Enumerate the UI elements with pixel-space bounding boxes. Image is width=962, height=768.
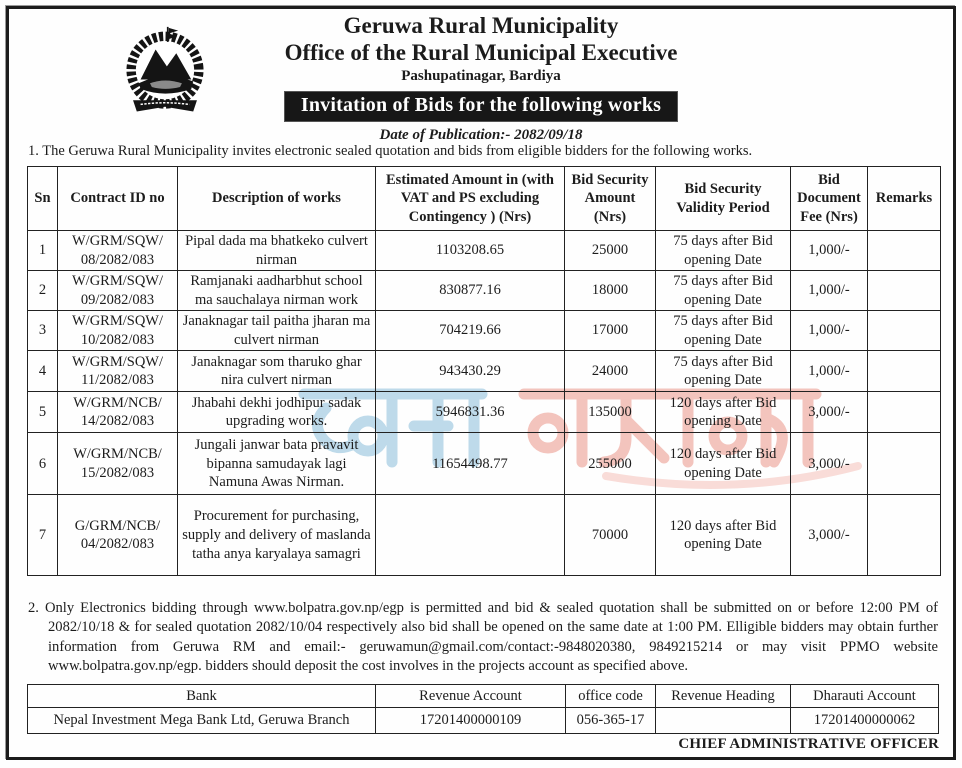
col-header-description: Description of works <box>178 167 376 231</box>
bids-header-row <box>28 167 941 231</box>
cell-validity: 120 days after Bid opening Date <box>656 495 791 576</box>
cell-fee: 1,000/- <box>791 271 868 311</box>
cell-validity: 75 days after Bid opening Date <box>656 271 791 311</box>
cell-fee: 1,000/- <box>791 351 868 392</box>
col-header-estimated-amount: Estimated Amount in (with VAT and PS excluding Contingency ) (Nrs) <box>376 167 565 231</box>
office-title: Office of the Rural Municipal Executive <box>284 40 678 66</box>
cell-bid-security: 24000 <box>565 351 656 392</box>
cell-remarks <box>868 351 941 392</box>
col-header-validity: Bid Security Validity Period <box>656 167 791 231</box>
cell-remarks <box>868 392 941 433</box>
cell-estimated-amount: 943430.29 <box>376 351 565 392</box>
col-header-revenue-account: Revenue Account <box>376 685 566 708</box>
signature-line: CHIEF ADMINISTRATIVE OFFICER <box>678 736 939 752</box>
cell-bid-security: 135000 <box>565 392 656 433</box>
table-row <box>28 271 941 311</box>
cell-bank-name: Nepal Investment Mega Bank Ltd, Geruwa Branch <box>28 708 376 734</box>
table-row <box>28 433 941 495</box>
cell-fee: 1,000/- <box>791 311 868 351</box>
cell-bid-security: 17000 <box>565 311 656 351</box>
col-header-dharauti-account: Dharauti Account <box>791 685 939 708</box>
col-header-bid-security: Bid Security Amount (Nrs) <box>565 167 656 231</box>
cell-revenue-heading <box>656 708 791 734</box>
cell-dharauti-account: 17201400000062 <box>791 708 939 734</box>
col-header-bank: Bank <box>28 685 376 708</box>
cell-description: Jhabahi dekhi jodhipur sadak upgrading works. <box>178 392 376 433</box>
cell-remarks <box>868 271 941 311</box>
cell-description: Ramjanaki aadharbhut school ma sauchalaya nirman work <box>178 271 376 311</box>
cell-fee: 1,000/- <box>791 231 868 271</box>
cell-validity: 75 days after Bid opening Date <box>656 231 791 271</box>
cell-sn: 7 <box>28 495 58 576</box>
cell-remarks <box>868 433 941 495</box>
col-header-sn: Sn <box>28 167 58 231</box>
cell-bid-security: 70000 <box>565 495 656 576</box>
col-header-contract-id: Contract ID no <box>58 167 178 231</box>
cell-validity: 120 days after Bid opening Date <box>656 392 791 433</box>
cell-revenue-account: 17201400000109 <box>376 708 566 734</box>
table-row <box>28 392 941 433</box>
cell-contract-id: W/GRM/SQW/ 09/2082/083 <box>58 271 178 311</box>
cell-sn: 1 <box>28 231 58 271</box>
cell-validity: 120 days after Bid opening Date <box>656 433 791 495</box>
cell-bid-security: 255000 <box>565 433 656 495</box>
invitation-banner: Invitation of Bids for the following works <box>285 92 677 121</box>
cell-office-code: 056-365-17 <box>566 708 656 734</box>
bank-table <box>27 684 939 734</box>
bank-header-row <box>28 685 939 708</box>
cell-contract-id: W/GRM/SQW/ 08/2082/083 <box>58 231 178 271</box>
address-line: Pashupatinagar, Bardiya <box>401 68 561 85</box>
cell-fee: 3,000/- <box>791 495 868 576</box>
col-header-revenue-heading: Revenue Heading <box>656 685 791 708</box>
cell-sn: 2 <box>28 271 58 311</box>
cell-fee: 3,000/- <box>791 392 868 433</box>
cell-bid-security: 18000 <box>565 271 656 311</box>
cell-estimated-amount: 1103208.65 <box>376 231 565 271</box>
bids-table <box>27 166 941 576</box>
publication-date: Date of Publication:- 2082/09/18 <box>379 126 583 143</box>
intro-paragraph: 1. The Geruwa Rural Municipality invites electronic sealed quotation and bids from eligible bidders for the following works. <box>28 143 753 159</box>
cell-estimated-amount: 5946831.36 <box>376 392 565 433</box>
cell-contract-id: W/GRM/NCB/ 15/2082/083 <box>58 433 178 495</box>
cell-estimated-amount <box>376 495 565 576</box>
cell-contract-id: W/GRM/SQW/ 11/2082/083 <box>58 351 178 392</box>
cell-remarks <box>868 231 941 271</box>
cell-validity: 75 days after Bid opening Date <box>656 351 791 392</box>
table-row <box>28 311 941 351</box>
table-row <box>28 351 941 392</box>
cell-validity: 75 days after Bid opening Date <box>656 311 791 351</box>
cell-fee: 3,000/- <box>791 433 868 495</box>
table-row <box>28 495 941 576</box>
cell-contract-id: W/GRM/SQW/ 10/2082/083 <box>58 311 178 351</box>
cell-estimated-amount: 830877.16 <box>376 271 565 311</box>
bank-row <box>28 708 939 734</box>
cell-estimated-amount: 11654498.77 <box>376 433 565 495</box>
cell-bid-security: 25000 <box>565 231 656 271</box>
cell-estimated-amount: 704219.66 <box>376 311 565 351</box>
cell-contract-id: W/GRM/NCB/ 14/2082/083 <box>58 392 178 433</box>
cell-description: Janaknagar som tharuko ghar nira culvert nirman <box>178 351 376 392</box>
col-header-remarks: Remarks <box>868 167 941 231</box>
col-header-office-code: office code <box>566 685 656 708</box>
cell-remarks <box>868 495 941 576</box>
cell-sn: 5 <box>28 392 58 433</box>
cell-sn: 3 <box>28 311 58 351</box>
terms-paragraph: 2. Only Electronics bidding through www.bolpatra.gov.np/egp is permitted and bid & sealed quotation shall be submitted on or before 12:00 PM of 2082/10/18 & for sealed quotation 2082/10/04 respectively also bid shall be opened on the same date at 1:00 PM. Elligible bidders may obtain further information from Geruwa RM and email:- geruwamun@gmail.com/contact:-9848020380, 9849215214 or may visit PPMO website www.bolpatra.gov.np/egp. bidders should deposit the cost involves in the projects account as specified above. <box>28 600 938 675</box>
cell-contract-id: G/GRM/NCB/ 04/2082/083 <box>58 495 178 576</box>
cell-sn: 6 <box>28 433 58 495</box>
cell-description: Jungali janwar bata pravavit bipanna samudayak lagi Namuna Awas Nirman. <box>178 433 376 495</box>
municipality-title: Geruwa Rural Municipality <box>343 13 619 38</box>
document-header <box>0 12 962 144</box>
cell-sn: 4 <box>28 351 58 392</box>
col-header-fee: Bid Document Fee (Nrs) <box>791 167 868 231</box>
cell-description: Pipal dada ma bhatkeko culvert nirman <box>178 231 376 271</box>
cell-description: Janaknagar tail paitha jharan ma culvert nirman <box>178 311 376 351</box>
cell-remarks <box>868 311 941 351</box>
cell-description: Procurement for purchasing, supply and delivery of maslanda tatha anya karyalaya samagri <box>178 495 376 576</box>
table-row <box>28 231 941 271</box>
